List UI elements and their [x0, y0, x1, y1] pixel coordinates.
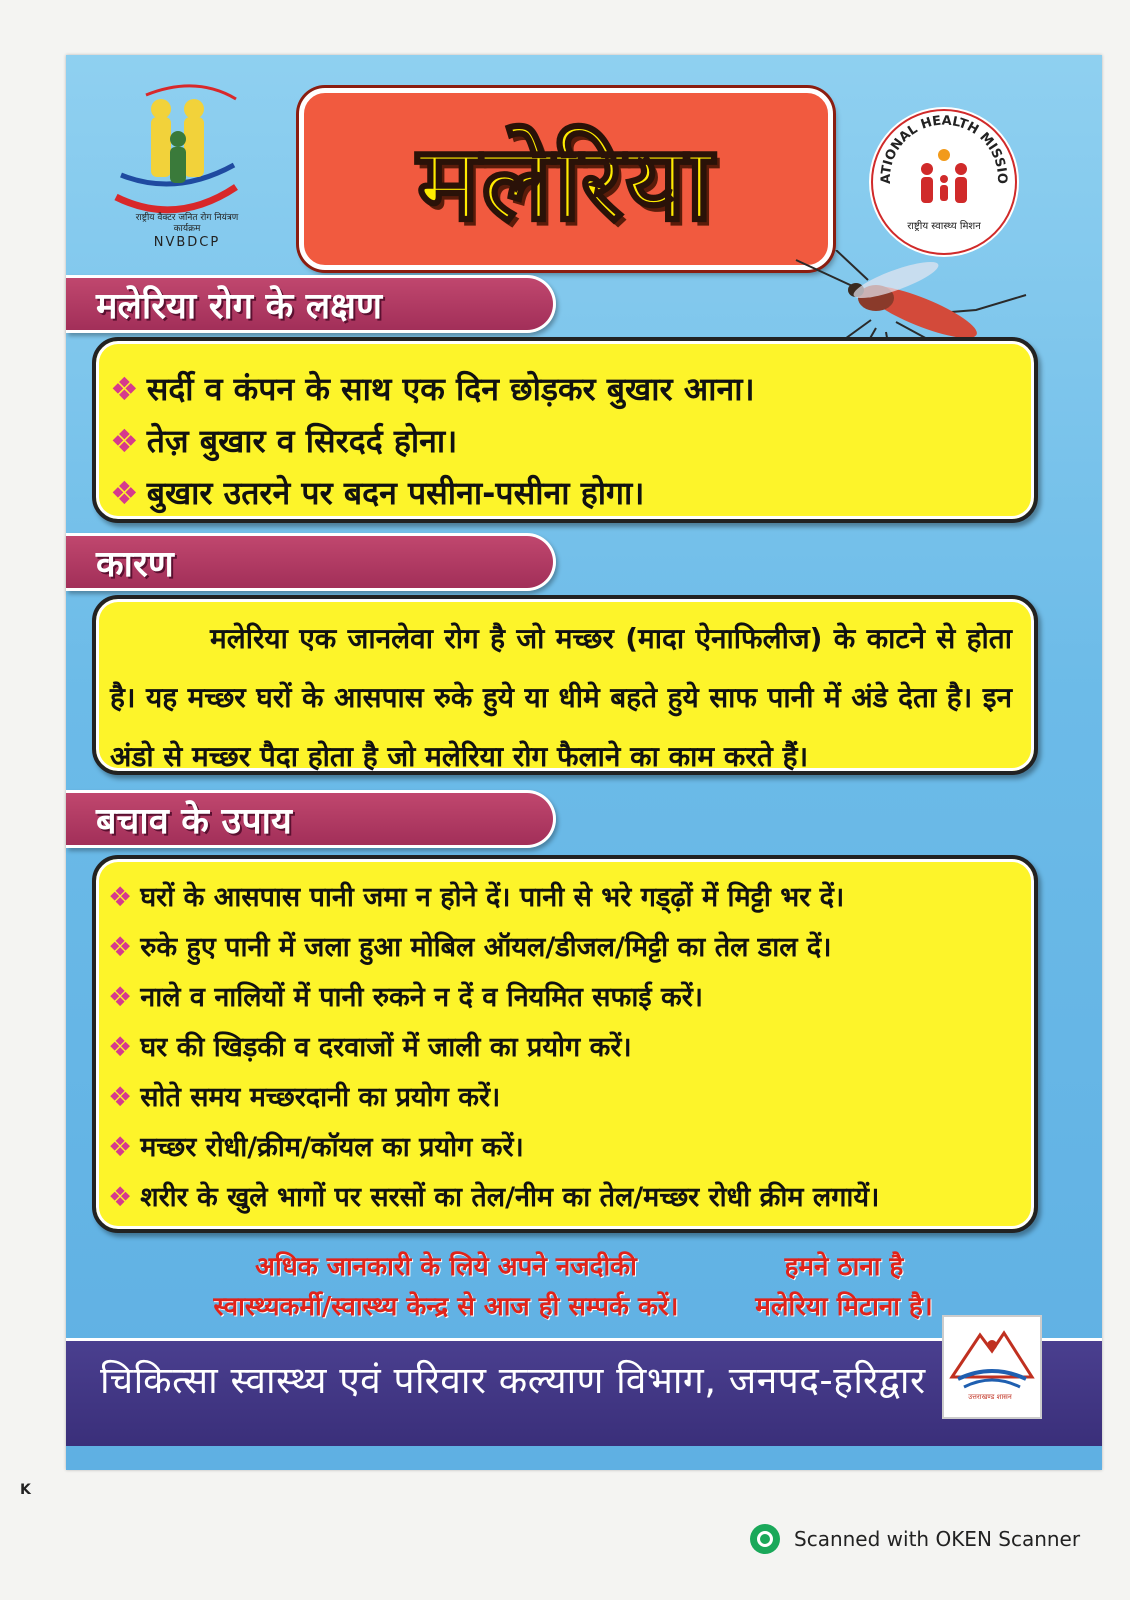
nvbdcp-caption: राष्ट्रीय वैक्टर जनित रोग नियंत्रण कार्यक्रम — [135, 213, 239, 234]
nvbdcp-acronym: NVBDCP — [153, 235, 221, 250]
nhm-hindi-text: राष्ट्रीय स्वास्थ्य मिशन — [907, 221, 981, 232]
slogan — [734, 1247, 954, 1327]
scan-corner-mark: K — [20, 1482, 31, 1498]
prevention-item: ❖ घरों के आसपास पानी जमा न होने दें। पानी से भरे गड्ढ़ों में मिट्टी भर दें। — [108, 882, 845, 913]
diamond-bullet-icon: ❖ — [110, 474, 139, 512]
cause-panel — [92, 595, 1038, 775]
slogan-line-1: हमने ठाना है — [784, 1252, 904, 1282]
uttarakhand-caption: उत्तराखण्ड शासन — [968, 1393, 1012, 1401]
scanner-label: Scanned with OKEN Scanner — [794, 1527, 1081, 1551]
uttarakhand-govt-logo — [942, 1315, 1042, 1419]
slogan-line-2: मलेरिया मिटाना है। — [755, 1292, 933, 1322]
prevention-item: ❖ मच्छर रोधी/क्रीम/कॉयल का प्रयोग करें। — [108, 1132, 524, 1163]
nhm-emblem-icon — [869, 107, 1019, 257]
contact-advice — [176, 1247, 716, 1327]
cause-heading: कारण — [96, 543, 174, 585]
diamond-bullet-icon: ❖ — [108, 1182, 133, 1213]
prevention-heading-tab — [66, 790, 556, 848]
diamond-bullet-icon: ❖ — [108, 1032, 133, 1063]
prevention-item: ❖ शरीर के खुले भागों पर सरसों का तेल/नीम का तेल/मच्छर रोधी क्रीम लगायें। — [108, 1182, 880, 1213]
diamond-bullet-icon: ❖ — [108, 932, 133, 963]
symptom-item: ❖ सर्दी व कंपन के साथ एक दिन छोड़कर बुखार आना। — [110, 370, 755, 408]
cause-text: मलेरिया एक जानलेवा रोग है जो मच्छर (मादा ऐनाफिलीज) के काटने से होता है। यह मच्छर घरों के आसपास रुके हुये या धीमे बहते हुये साफ पानी में अंडे देता है। इन अंडो से मच्छर पैदा होता है जो मलेरिया रोग फैलाने का काम करते हैं। — [110, 622, 1012, 773]
diamond-bullet-icon: ❖ — [108, 1082, 133, 1113]
prevention-heading: बचाव के उपाय — [96, 800, 292, 842]
prevention-panel — [92, 855, 1038, 1233]
prevention-item: ❖ नाले व नालियों में पानी रुकने न दें व नियमित सफाई करें। — [108, 982, 703, 1013]
diamond-bullet-icon: ❖ — [110, 370, 139, 408]
diamond-bullet-icon: ❖ — [110, 422, 139, 460]
page-title: मलेरिया — [417, 121, 715, 244]
nhm-arc-text: ATIONAL HEALTH MISSIO — [878, 113, 1010, 185]
mountain-emblem-icon — [944, 1317, 1040, 1397]
contact-line-2: स्वास्थ्यकर्मी/स्वास्थ्य केन्द्र से आज ही सम्पर्क करें। — [213, 1292, 679, 1322]
title-banner — [299, 88, 833, 270]
scanner-logo-icon — [750, 1524, 780, 1554]
prevention-item: ❖ घर की खिड़की व दरवाजों में जाली का प्रयोग करें। — [108, 1032, 632, 1063]
symptoms-heading: मलेरिया रोग के लक्षण — [96, 285, 382, 327]
prevention-item: ❖ सोते समय मच्छरदानी का प्रयोग करें। — [108, 1082, 501, 1113]
cause-heading-tab — [66, 533, 556, 591]
prevention-item: ❖ रुके हुए पानी में जला हुआ मोबिल ऑयल/डीजल/मिट्टी का तेल डाल दें। — [108, 932, 832, 963]
poster — [66, 55, 1102, 1470]
symptoms-heading-tab — [66, 275, 556, 333]
diamond-bullet-icon: ❖ — [108, 882, 133, 913]
symptom-item: ❖ तेज़ बुखार व सिरदर्द होना। — [110, 422, 458, 460]
department-name: चिकित्सा स्वास्थ्य एवं परिवार कल्याण विभाग, जनपद-हरिद्वार — [100, 1359, 926, 1402]
scanner-watermark — [750, 1524, 1080, 1554]
symptom-item: ❖ बुखार उतरने पर बदन पसीना-पसीना होगा। — [110, 474, 645, 512]
diamond-bullet-icon: ❖ — [108, 982, 133, 1013]
contact-line-1: अधिक जानकारी के लिये अपने नजदीकी — [255, 1252, 637, 1282]
nhm-logo — [869, 107, 1019, 257]
diamond-bullet-icon: ❖ — [108, 1132, 133, 1163]
symptoms-panel — [92, 337, 1038, 523]
